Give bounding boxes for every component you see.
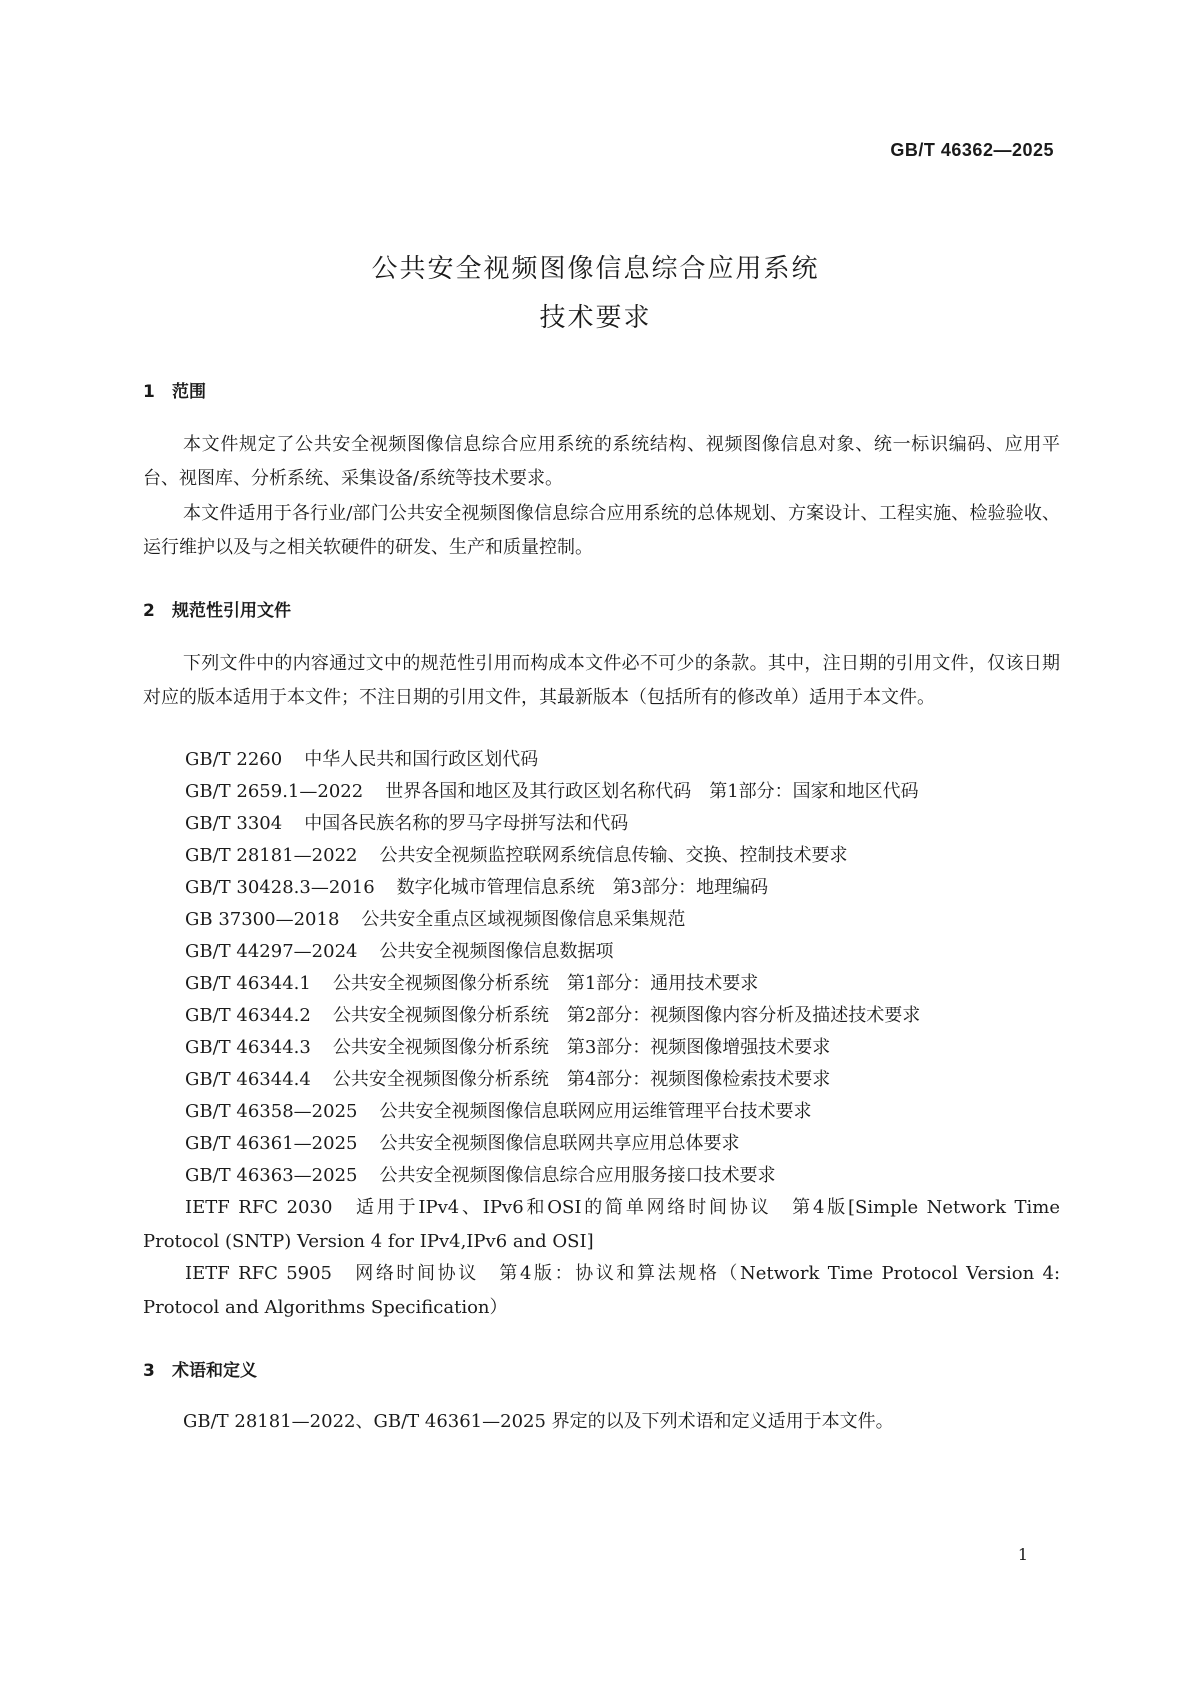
section-2-heading	[143, 596, 291, 621]
section-3-paragraph: GB/T 28181—2022、GB/T 46361—2025 界定的以及下列术语和定义适用于本文件。	[183, 1411, 894, 1432]
section-title: 范围	[172, 382, 206, 402]
reference-title: 公共安全视频监控联网系统信息传输、交换、控制技术要求	[379, 845, 848, 866]
reference-title: 适用于IPv4、IPv6和OSI的简单网络时间协议 第4版[Simple Network Time Protocol (SNTP) Version 4 for IPv4,IPv6 and OSI]	[143, 1197, 1061, 1252]
reference-title: 世界各国和地区及其行政区划名称代码 第1部分：国家和地区代码	[385, 781, 919, 802]
reference-title: 公共安全视频图像信息数据项	[379, 941, 614, 962]
reference-code: GB/T 2260	[185, 749, 283, 770]
reference-title: 公共安全视频图像信息综合应用服务接口技术要求	[379, 1165, 776, 1186]
document-title-line-1: 公共安全视频图像信息综合应用系统	[371, 254, 820, 284]
reference-item	[185, 839, 847, 873]
reference-code: IETF RFC 2030	[185, 1197, 333, 1218]
reference-item	[185, 1127, 739, 1161]
reference-item-long	[143, 1191, 1060, 1259]
section-2-intro: 下列文件中的内容通过文中的规范性引用而构成本文件必不可少的条款。其中，注日期的引用文件，仅该日期对应的版本适用于本文件；不注日期的引用文件，其最新版本（包括所有的修改单）适用于本文件。	[143, 653, 1060, 708]
reference-title: 数字化城市管理信息系统 第3部分：地理编码	[396, 877, 769, 898]
reference-code: GB/T 44297—2024	[185, 941, 358, 962]
reference-code: GB/T 30428.3—2016	[185, 877, 375, 898]
reference-item	[185, 1159, 775, 1193]
reference-title: 公共安全视频图像信息联网共享应用总体要求	[379, 1133, 740, 1154]
reference-code: GB/T 46344.1	[185, 973, 311, 994]
reference-title: 公共安全视频图像分析系统 第1部分：通用技术要求	[332, 973, 759, 994]
reference-code: GB/T 46363—2025	[185, 1165, 358, 1186]
section-number: 1	[143, 382, 155, 402]
reference-item	[185, 871, 768, 905]
reference-title: 公共安全重点区域视频图像信息采集规范	[361, 909, 686, 930]
reference-item-long	[143, 1257, 1060, 1325]
section-3-heading	[143, 1356, 257, 1381]
section-title: 规范性引用文件	[172, 601, 291, 621]
reference-code: GB/T 46344.2	[185, 1005, 311, 1026]
reference-code: IETF RFC 5905	[185, 1263, 333, 1284]
reference-item	[185, 935, 613, 969]
reference-code: GB/T 2659.1—2022	[185, 781, 364, 802]
reference-item	[185, 775, 919, 809]
reference-title: 公共安全视频图像分析系统 第3部分：视频图像增强技术要求	[332, 1037, 831, 1058]
reference-code: GB/T 46358—2025	[185, 1101, 358, 1122]
reference-item	[185, 903, 685, 937]
reference-item	[185, 743, 538, 777]
section-1-paragraph-1: 本文件规定了公共安全视频图像信息综合应用系统的系统结构、视频图像信息对象、统一标识编码、应用平台、视图库、分析系统、采集设备/系统等技术要求。	[143, 434, 1060, 489]
reference-item	[185, 1063, 830, 1097]
section-title: 术语和定义	[172, 1361, 257, 1381]
reference-code: GB/T 28181—2022	[185, 845, 358, 866]
reference-title: 公共安全视频图像分析系统 第4部分：视频图像检索技术要求	[332, 1069, 831, 1090]
reference-title: 公共安全视频图像分析系统 第2部分：视频图像内容分析及描述技术要求	[332, 1005, 921, 1026]
section-1-paragraph-2: 本文件适用于各行业/部门公共安全视频图像信息综合应用系统的总体规划、方案设计、工程实施、检验验收、运行维护以及与之相关软硬件的研发、生产和质量控制。	[143, 503, 1060, 558]
page-number: 1	[1017, 1545, 1028, 1564]
reference-item	[185, 1095, 811, 1129]
reference-code: GB 37300—2018	[185, 909, 340, 930]
reference-title: 网络时间协议 第4版：协议和算法规格（Network Time Protocol Version 4: Protocol and Algorithms Specification）	[143, 1263, 1061, 1318]
reference-item	[185, 999, 920, 1033]
reference-title: 中华人民共和国行政区划代码	[304, 749, 539, 770]
reference-item	[185, 807, 628, 841]
reference-item	[185, 1031, 830, 1065]
section-number: 2	[143, 601, 155, 621]
reference-code: GB/T 46361—2025	[185, 1133, 358, 1154]
reference-code: GB/T 46344.4	[185, 1069, 311, 1090]
reference-code: GB/T 46344.3	[185, 1037, 311, 1058]
section-number: 3	[143, 1361, 155, 1381]
reference-title: 中国各民族名称的罗马字母拼写法和代码	[304, 813, 629, 834]
reference-title: 公共安全视频图像信息联网应用运维管理平台技术要求	[379, 1101, 812, 1122]
document-title-line-2: 技术要求	[539, 303, 652, 333]
reference-item	[185, 967, 758, 1001]
section-1-heading	[143, 377, 206, 402]
reference-code: GB/T 3304	[185, 813, 283, 834]
standard-number: GB/T 46362—2025	[890, 140, 1054, 160]
